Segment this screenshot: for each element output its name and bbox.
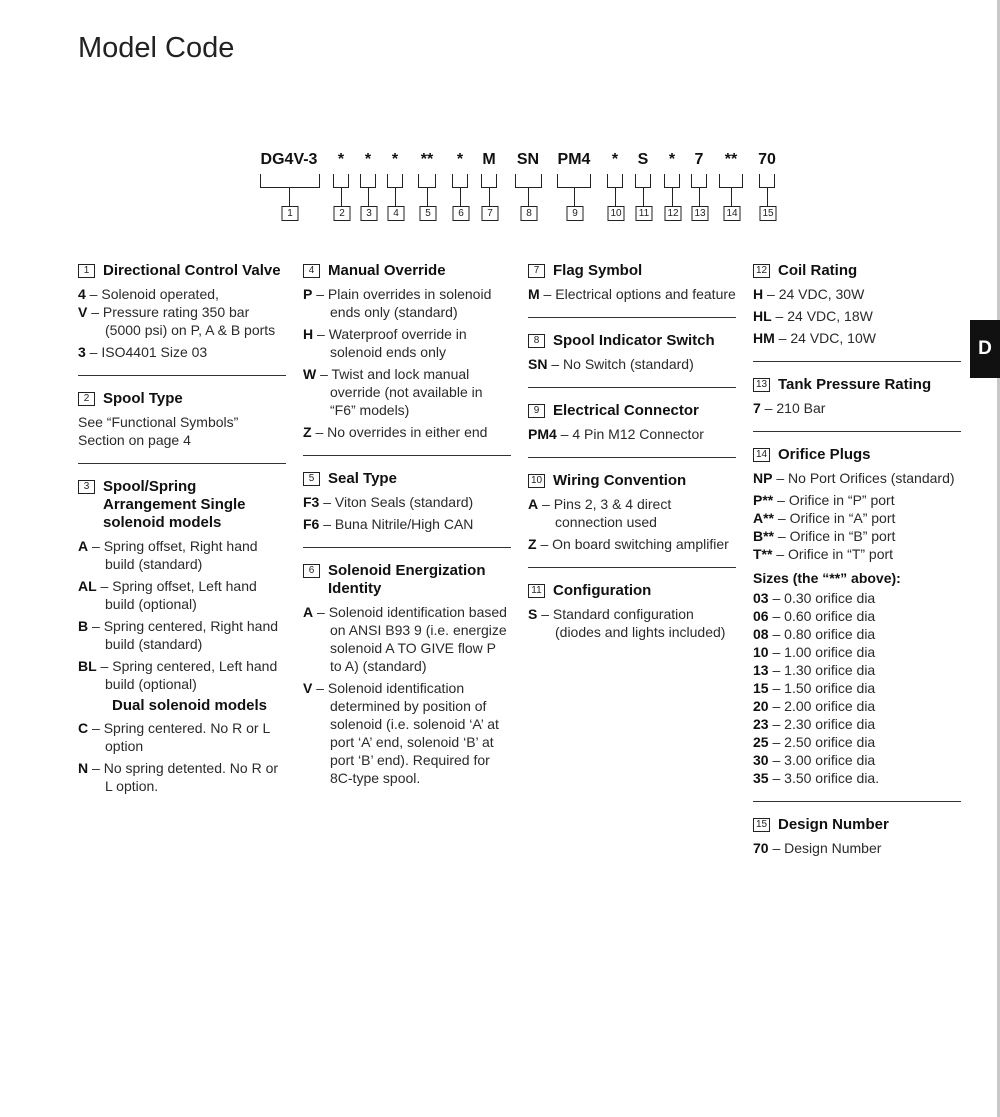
- model-code-number: 4: [388, 206, 405, 221]
- divider: [528, 457, 736, 458]
- option-code: 7: [753, 400, 761, 416]
- section-header: [528, 472, 736, 490]
- model-code-stem: [731, 188, 732, 206]
- model-code-segment: *: [668, 151, 676, 168]
- model-code-stem: [395, 188, 396, 206]
- model-code-bracket: [452, 174, 468, 188]
- section-number: 10: [528, 474, 545, 488]
- model-code-bracket: [481, 174, 497, 188]
- model-code-number: 14: [724, 206, 741, 221]
- page-title: Model Code: [78, 32, 235, 64]
- option-code: HL: [753, 308, 772, 324]
- option-text: Orifice in “A” port: [789, 510, 896, 526]
- model-code-bracket: [333, 174, 349, 188]
- option-code: SN: [528, 356, 548, 372]
- option-entry: 4 – Solenoid operated,: [78, 286, 219, 302]
- section-header: [528, 582, 736, 600]
- option-entry: F3 – Viton Seals (standard): [303, 494, 474, 510]
- option-entry: A – Solenoid identification based on ANSI B93 9 (i.e. energize solenoid A TO GIVE flow P to A) (standard): [303, 604, 507, 674]
- option-code: NP: [753, 470, 773, 486]
- model-code-bracket: [635, 174, 651, 188]
- model-code-bracket: [418, 174, 436, 188]
- model-code-number: 2: [334, 206, 351, 221]
- divider: [303, 547, 511, 548]
- model-code-number: 8: [521, 206, 538, 221]
- section-title: Manual Override: [328, 262, 446, 279]
- model-code-bracket: [691, 174, 707, 188]
- section-title: Solenoid Energization Identity: [328, 562, 486, 597]
- option-text: Spring offset, Right hand build (standard): [103, 538, 258, 572]
- model-code-number: 12: [665, 206, 682, 221]
- option-entry: V – Pressure rating 350 bar (5000 psi) on P, A & B ports: [78, 304, 276, 338]
- section-header: [78, 390, 286, 408]
- option-text: No overrides in either end: [327, 424, 488, 440]
- divider: [528, 567, 736, 568]
- option-entry: P – Plain overrides in solenoid ends only (standard): [303, 286, 492, 320]
- option-code: 70: [753, 840, 769, 856]
- model-code-bracket: [260, 174, 320, 188]
- size-entry: 30 – 3.00 orifice dia: [753, 752, 876, 768]
- option-text: 24 VDC, 10W: [790, 330, 876, 346]
- option-code: PM4: [528, 426, 557, 442]
- model-code-stem: [289, 188, 290, 206]
- size-code: 23: [753, 716, 769, 732]
- divider: [753, 431, 961, 432]
- section-solenoid-energization-identity: [303, 562, 511, 787]
- section-number: 7: [528, 264, 545, 278]
- size-code: 20: [753, 698, 769, 714]
- section-orifice-plugs: [753, 446, 961, 787]
- section-header: [303, 470, 511, 488]
- section-number: 5: [303, 472, 320, 486]
- section-title: Spool Type: [103, 390, 183, 407]
- option-text: Spring centered, Right hand build (standard): [103, 618, 279, 652]
- option-code: BL: [78, 658, 97, 674]
- option-code: B: [78, 618, 89, 634]
- option-text: No Port Orifices (standard): [788, 470, 955, 486]
- model-code-segment: DG4V-3: [260, 151, 318, 168]
- divider: [78, 463, 286, 464]
- option-entry: 3 – ISO4401 Size 03: [78, 344, 208, 360]
- model-code-segment: *: [337, 151, 345, 168]
- option-text: Electrical options and feature: [555, 286, 736, 302]
- option-text: No Switch (standard): [563, 356, 694, 372]
- model-code-segment: *: [456, 151, 464, 168]
- section-header: [78, 478, 286, 532]
- section-number: 13: [753, 378, 770, 392]
- size-code: 06: [753, 608, 769, 624]
- subsection-heading: Dual solenoid models: [112, 697, 268, 714]
- option-entry: B** – Orifice in “B” port: [753, 528, 896, 544]
- option-entry: 70 – Design Number: [753, 840, 882, 856]
- section-title: Flag Symbol: [553, 262, 643, 279]
- model-code-number: 9: [567, 206, 584, 221]
- option-code: Z: [303, 424, 312, 440]
- option-text: 4 Pin M12 Connector: [572, 426, 704, 442]
- model-code-segment: M: [482, 151, 496, 168]
- size-entry: 06 – 0.60 orifice dia: [753, 608, 876, 624]
- section-header: [528, 262, 736, 280]
- model-code-stem: [528, 188, 529, 206]
- section-title: Electrical Connector: [553, 402, 699, 419]
- size-text: 1.50 orifice dia: [784, 680, 876, 696]
- option-entry: HL – 24 VDC, 18W: [753, 308, 873, 324]
- model-code-stem: [368, 188, 369, 206]
- model-code-number: 10: [608, 206, 625, 221]
- model-code-stem: [615, 188, 616, 206]
- section-directional-control-valve: [78, 262, 286, 361]
- option-code: Z: [528, 536, 537, 552]
- option-entry: M – Electrical options and feature: [528, 286, 736, 302]
- size-text: 0.80 orifice dia: [784, 626, 876, 642]
- option-code: F3: [303, 494, 320, 510]
- option-entry: NP – No Port Orifices (standard): [753, 470, 955, 486]
- option-code: M: [528, 286, 540, 302]
- option-code: V: [303, 680, 313, 696]
- option-entry: C – Spring centered. No R or L option: [78, 720, 270, 754]
- section-number: 8: [528, 334, 545, 348]
- option-text: Pressure rating 350 bar (5000 psi) on P, A & B ports: [102, 304, 276, 338]
- model-code-stem: [672, 188, 673, 206]
- section-header: [78, 262, 286, 280]
- model-code-number: 6: [453, 206, 470, 221]
- option-entry: PM4 – 4 Pin M12 Connector: [528, 426, 704, 442]
- option-entry: BL – Spring centered, Left hand build (optional): [78, 658, 278, 692]
- option-text: Solenoid identification determined by position of solenoid (i.e. solenoid ‘A’ at port ‘A’ end, solenoid ‘B’ at port ‘B’ end). Required for 8C-type spool.: [327, 680, 499, 786]
- section-configuration: [528, 582, 736, 641]
- option-entry: A – Pins 2, 3 & 4 direct connection used: [528, 496, 672, 530]
- section-wiring-convention: [528, 472, 736, 553]
- size-entry: 03 – 0.30 orifice dia: [753, 590, 876, 606]
- model-code-bracket: [719, 174, 743, 188]
- option-entry: A – Spring offset, Right hand build (standard): [78, 538, 258, 572]
- section-seal-type: [303, 470, 511, 533]
- option-code: AL: [78, 578, 97, 594]
- model-code-bracket: [387, 174, 403, 188]
- model-code-segment: 70: [758, 151, 776, 168]
- size-text: 2.50 orifice dia: [784, 734, 876, 750]
- model-code-bracket: [759, 174, 775, 188]
- section-title: Wiring Convention: [553, 472, 687, 489]
- option-entry: S – Standard configuration (diodes and lights included): [528, 606, 726, 640]
- size-entry: 15 – 1.50 orifice dia: [753, 680, 876, 696]
- size-entry: 08 – 0.80 orifice dia: [753, 626, 876, 642]
- model-code-bracket: [664, 174, 680, 188]
- size-entry: 25 – 2.50 orifice dia: [753, 734, 876, 750]
- option-text: 24 VDC, 18W: [787, 308, 873, 324]
- section-header: [753, 816, 961, 834]
- model-code-segment: **: [724, 151, 738, 168]
- section-spool-type: [78, 390, 286, 449]
- column-4: [753, 262, 961, 861]
- option-entry: H – Waterproof override in solenoid ends only: [303, 326, 467, 360]
- option-code: P: [303, 286, 313, 302]
- option-code: 3: [78, 344, 86, 360]
- section-number: 6: [303, 564, 320, 578]
- model-code-segment: **: [420, 151, 434, 168]
- section-title: Design Number: [778, 816, 889, 833]
- option-code: H: [303, 326, 314, 342]
- option-code: A: [78, 538, 89, 554]
- section-header: [303, 262, 511, 280]
- divider: [303, 455, 511, 456]
- section-tank-pressure-rating: [753, 376, 961, 417]
- size-code: 03: [753, 590, 769, 606]
- model-code-segment: *: [364, 151, 372, 168]
- option-entry: V – Solenoid identification determined by position of solenoid (i.e. solenoid ‘A’ at port ‘A’ end, solenoid ‘B’ at port ‘B’ end). Required for 8C-type spool.: [303, 680, 499, 786]
- section-title: Coil Rating: [778, 262, 858, 279]
- option-code: HM: [753, 330, 775, 346]
- section-header: [528, 402, 736, 420]
- option-text: Standard configuration (diodes and lights included): [552, 606, 726, 640]
- option-text: No spring detented. No R or L option.: [103, 760, 279, 794]
- model-code-number: 13: [692, 206, 709, 221]
- option-entry: F6 – Buna Nitrile/High CAN: [303, 516, 474, 532]
- option-entry: T** – Orifice in “T” port: [753, 546, 894, 562]
- option-text: ISO4401 Size 03: [101, 344, 208, 360]
- section-number: 4: [303, 264, 320, 278]
- section-header: [528, 332, 736, 350]
- section-header: [753, 376, 961, 394]
- section-electrical-connector: [528, 402, 736, 443]
- model-code-segment: S: [637, 151, 649, 168]
- size-code: 08: [753, 626, 769, 642]
- section-number: 1: [78, 264, 95, 278]
- size-code: 15: [753, 680, 769, 696]
- column-2: [303, 262, 511, 791]
- section-coil-rating: [753, 262, 961, 347]
- option-entry: Z – No overrides in either end: [303, 424, 488, 440]
- option-text: On board switching amplifier: [552, 536, 729, 552]
- section-title: Spool/Spring Arrangement Single solenoid models: [103, 478, 246, 531]
- size-entry: 35 – 3.50 orifice dia.: [753, 770, 880, 786]
- option-text: Spring centered. No R or L option: [103, 720, 270, 754]
- model-code-number: 1: [282, 206, 299, 221]
- option-text: Buna Nitrile/High CAN: [334, 516, 474, 532]
- option-text: 24 VDC, 30W: [778, 286, 865, 302]
- option-code: B**: [753, 528, 775, 544]
- model-code-stem: [341, 188, 342, 206]
- section-spool-spring-arrangement: [78, 478, 286, 795]
- option-code: V: [78, 304, 88, 320]
- option-entry: AL – Spring offset, Left hand build (optional): [78, 578, 257, 612]
- sizes-heading: Sizes (the “**” above):: [753, 570, 901, 586]
- model-code-diagram: [0, 0, 1000, 240]
- model-code-stem: [574, 188, 575, 206]
- size-text: 2.00 orifice dia: [784, 698, 876, 714]
- option-entry: Z – On board switching amplifier: [528, 536, 729, 552]
- option-text: 210 Bar: [776, 400, 826, 416]
- size-text: 3.50 orifice dia.: [784, 770, 880, 786]
- section-number: 2: [78, 392, 95, 406]
- model-code-number: 11: [636, 206, 653, 221]
- model-code-number: 5: [420, 206, 437, 221]
- model-code-stem: [427, 188, 428, 206]
- option-text: Waterproof override in solenoid ends only: [328, 326, 467, 360]
- option-code: 4: [78, 286, 86, 302]
- divider: [528, 387, 736, 388]
- section-title: Seal Type: [328, 470, 397, 487]
- option-text: Orifice in “T” port: [788, 546, 894, 562]
- model-code-segment: *: [391, 151, 399, 168]
- section-manual-override: [303, 262, 511, 441]
- option-code: P**: [753, 492, 774, 508]
- divider: [753, 361, 961, 362]
- option-entry: W – Twist and lock manual override (not available in “F6” models): [303, 366, 483, 418]
- model-code-bracket: [360, 174, 376, 188]
- section-spool-indicator-switch: [528, 332, 736, 373]
- model-code-number: 15: [760, 206, 777, 221]
- size-code: 35: [753, 770, 769, 786]
- section-title: Configuration: [553, 582, 652, 599]
- size-entry: 13 – 1.30 orifice dia: [753, 662, 876, 678]
- section-title: Directional Control Valve: [103, 262, 281, 279]
- size-text: 3.00 orifice dia: [784, 752, 876, 768]
- section-flag-symbol: [528, 262, 736, 303]
- section-number: 9: [528, 404, 545, 418]
- model-code-stem: [460, 188, 461, 206]
- size-code: 25: [753, 734, 769, 750]
- model-code-bracket: [607, 174, 623, 188]
- model-code-number: 7: [482, 206, 499, 221]
- option-entry: HM – 24 VDC, 10W: [753, 330, 876, 346]
- column-3: [528, 262, 736, 645]
- option-text: Twist and lock manual override (not available in “F6” models): [330, 366, 483, 418]
- size-text: 0.60 orifice dia: [784, 608, 876, 624]
- section-design-number: [753, 816, 961, 857]
- option-text: Orifice in “B” port: [789, 528, 896, 544]
- model-code-segment: 7: [694, 151, 704, 168]
- section-header: [303, 562, 511, 598]
- size-entry: 23 – 2.30 orifice dia: [753, 716, 876, 732]
- option-code: T**: [753, 546, 773, 562]
- size-text: 1.30 orifice dia: [784, 662, 876, 678]
- option-entry: P** – Orifice in “P” port: [753, 492, 895, 508]
- option-entry: SN – No Switch (standard): [528, 356, 694, 372]
- option-entry: 7 – 210 Bar: [753, 400, 826, 416]
- column-1: [78, 262, 286, 799]
- option-text: Spring offset, Left hand build (optional): [105, 578, 257, 612]
- option-code: S: [528, 606, 538, 622]
- option-text: Viton Seals (standard): [334, 494, 474, 510]
- section-title: Tank Pressure Rating: [778, 376, 932, 393]
- option-code: C: [78, 720, 89, 736]
- model-code-bracket: [515, 174, 542, 188]
- option-text: Design Number: [784, 840, 882, 856]
- model-code-segment: *: [611, 151, 619, 168]
- option-code: H: [753, 286, 764, 302]
- model-code-stem: [699, 188, 700, 206]
- size-code: 30: [753, 752, 769, 768]
- orifice-size-list: [753, 589, 961, 787]
- model-code-segment: SN: [516, 151, 540, 168]
- option-code: F6: [303, 516, 320, 532]
- option-text: Solenoid operated,: [101, 286, 219, 302]
- option-entry: B – Spring centered, Right hand build (standard): [78, 618, 279, 652]
- section-number: 14: [753, 448, 770, 462]
- section-text: See “Functional Symbols” Section on page 4: [78, 414, 239, 448]
- option-entry: N – No spring detented. No R or L option.: [78, 760, 279, 794]
- section-number: 3: [78, 480, 95, 494]
- size-code: 13: [753, 662, 769, 678]
- section-title: Spool Indicator Switch: [553, 332, 715, 349]
- option-entry: A** – Orifice in “A” port: [753, 510, 896, 526]
- size-code: 10: [753, 644, 769, 660]
- size-text: 1.00 orifice dia: [784, 644, 876, 660]
- size-text: 2.30 orifice dia: [784, 716, 876, 732]
- section-header: [753, 446, 961, 464]
- section-title: Orifice Plugs: [778, 446, 871, 463]
- section-tab-d: D: [970, 320, 1000, 378]
- option-code: A: [303, 604, 314, 620]
- option-code: N: [78, 760, 89, 776]
- section-number: 11: [528, 584, 545, 598]
- option-text: Solenoid identification based on ANSI B93 9 (i.e. energize solenoid A TO GIVE flow P to A) (standard): [328, 604, 507, 674]
- option-text: Orifice in “P” port: [788, 492, 895, 508]
- model-code-stem: [489, 188, 490, 206]
- model-code-stem: [767, 188, 768, 206]
- option-text: Plain overrides in solenoid ends only (standard): [327, 286, 492, 320]
- size-text: 0.30 orifice dia: [784, 590, 876, 606]
- option-code: W: [303, 366, 317, 382]
- section-number: 15: [753, 818, 770, 832]
- model-code-number: 3: [361, 206, 378, 221]
- size-entry: 10 – 1.00 orifice dia: [753, 644, 876, 660]
- divider: [753, 801, 961, 802]
- model-code-segment: PM4: [557, 151, 591, 168]
- section-number: 12: [753, 264, 770, 278]
- divider: [528, 317, 736, 318]
- option-code: A: [528, 496, 539, 512]
- option-entry: H – 24 VDC, 30W: [753, 286, 865, 302]
- option-text: Spring centered, Left hand build (optional): [105, 658, 278, 692]
- divider: [78, 375, 286, 376]
- model-code-stem: [643, 188, 644, 206]
- option-text: Pins 2, 3 & 4 direct connection used: [553, 496, 672, 530]
- section-header: [753, 262, 961, 280]
- size-entry: 20 – 2.00 orifice dia: [753, 698, 876, 714]
- option-code: A**: [753, 510, 775, 526]
- model-code-bracket: [557, 174, 591, 188]
